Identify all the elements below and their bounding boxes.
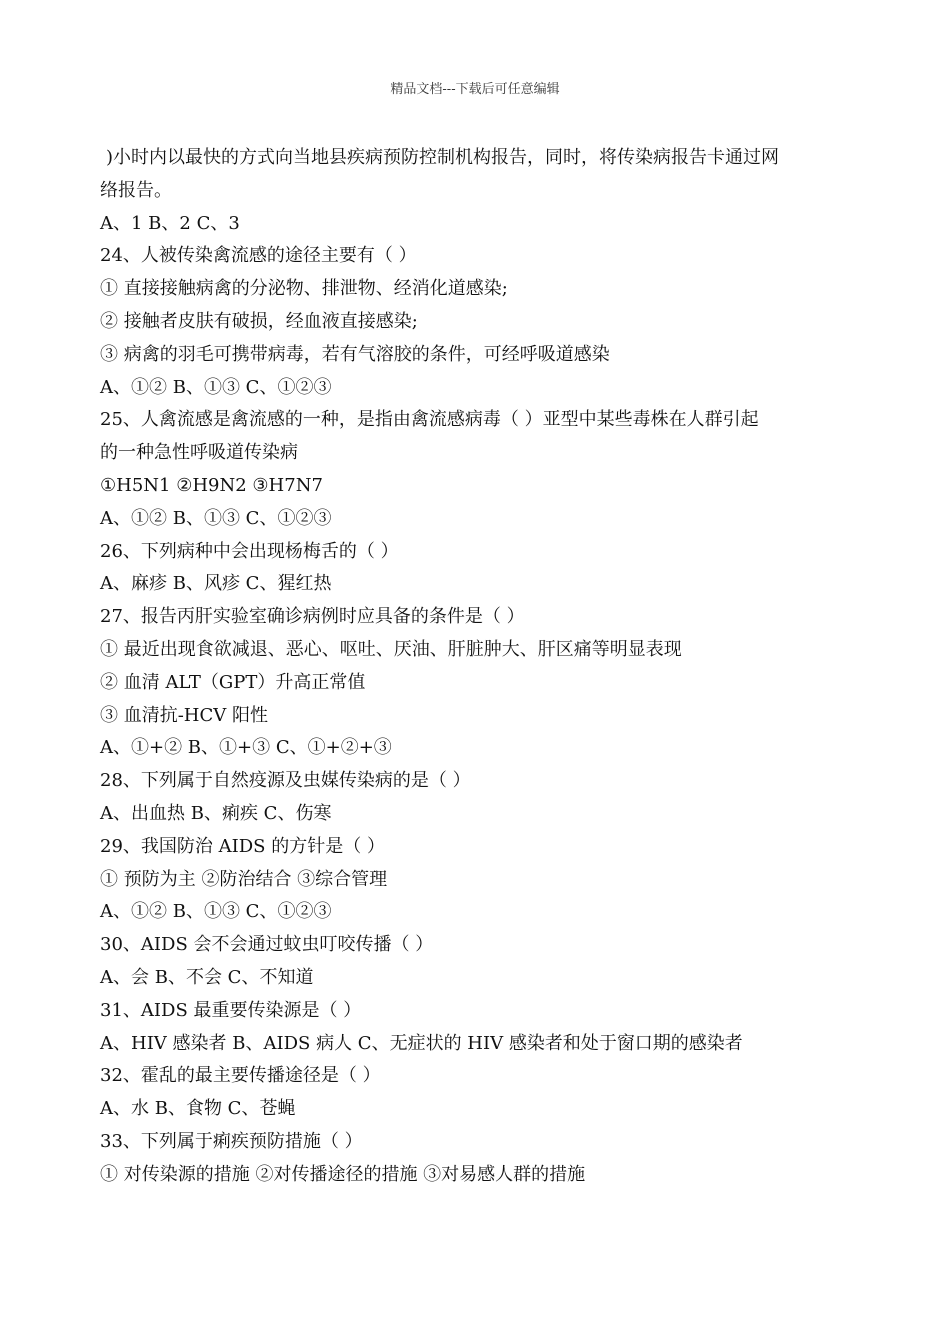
answer-options: A、会 B、不会 C、不知道	[100, 966, 314, 988]
question-26: 26、下列病种中会出现杨梅舌的（ ）	[100, 540, 399, 562]
text-line: 络报告。	[100, 179, 172, 201]
document-body	[100, 142, 860, 1192]
page-header: 精品文档---下载后可任意编辑	[390, 82, 560, 97]
answer-options: A、出血热 B、痢疾 C、伤寒	[100, 802, 332, 824]
answer-options: A、麻疹 B、风疹 C、猩红热	[100, 573, 332, 595]
question-33: 33、下列属于痢疾预防措施（ ）	[100, 1130, 363, 1152]
answer-options: A、①② B、①③ C、①②③	[100, 901, 332, 923]
list-item: ① 预防为主 ②防治结合 ③综合管理	[100, 868, 388, 890]
question-25: 25、人禽流感是禽流感的一种，是指由禽流感病毒（ ）亚型中某些毒株在人群引起	[100, 409, 759, 431]
list-item: ① 直接接触病禽的分泌物、排泄物、经消化道感染;	[100, 278, 508, 300]
answer-options: A、HIV 感染者 B、AIDS 病人 C、无症状的 HIV 感染者和处于窗口期的感染者	[100, 1032, 743, 1054]
question-32: 32、霍乱的最主要传播途径是（ ）	[100, 1065, 381, 1087]
list-item: ② 接触者皮肤有破损，经血液直接感染;	[100, 310, 418, 332]
list-item: ③ 病禽的羽毛可携带病毒，若有气溶胶的条件，可经呼吸道感染	[100, 343, 610, 365]
text-line: 的一种急性呼吸道传染病	[100, 442, 298, 464]
question-30: 30、AIDS 会不会通过蚊虫叮咬传播（ ）	[100, 934, 434, 956]
list-item: ③ 血清抗-HCV 阳性	[100, 704, 268, 726]
question-27: 27、报告丙肝实验室确诊病例时应具备的条件是（ ）	[100, 606, 525, 628]
list-item: ② 血清 ALT（GPT）升高正常值	[100, 671, 366, 693]
answer-options: A、①+② B、①+③ C、①+②+③	[100, 737, 392, 759]
answer-options: A、①② B、①③ C、①②③	[100, 376, 332, 398]
list-item: ① 对传染源的措施 ②对传播途径的措施 ③对易感人群的措施	[100, 1163, 586, 1185]
question-31: 31、AIDS 最重要传染源是（ ）	[100, 999, 362, 1021]
question-24: 24、人被传染禽流感的途径主要有（ ）	[100, 245, 417, 267]
answer-options: A、①② B、①③ C、①②③	[100, 507, 332, 529]
list-item: ① 最近出现食欲减退、恶心、呕吐、厌油、肝脏肿大、肝区痛等明显表现	[100, 638, 682, 660]
answer-options: A、水 B、食物 C、苍蝇	[100, 1098, 296, 1120]
list-item: ①H5N1 ②H9N2 ③H7N7	[100, 474, 323, 496]
answer-options: A、1 B、2 C、3	[100, 212, 240, 234]
question-28: 28、下列属于自然疫源及虫媒传染病的是（ ）	[100, 770, 471, 792]
text-line: )小时内以最快的方式向当地县疾病预防控制机构报告，同时，将传染病报告卡通过网	[106, 147, 780, 168]
question-29: 29、我国防治 AIDS 的方针是（ ）	[100, 835, 385, 857]
